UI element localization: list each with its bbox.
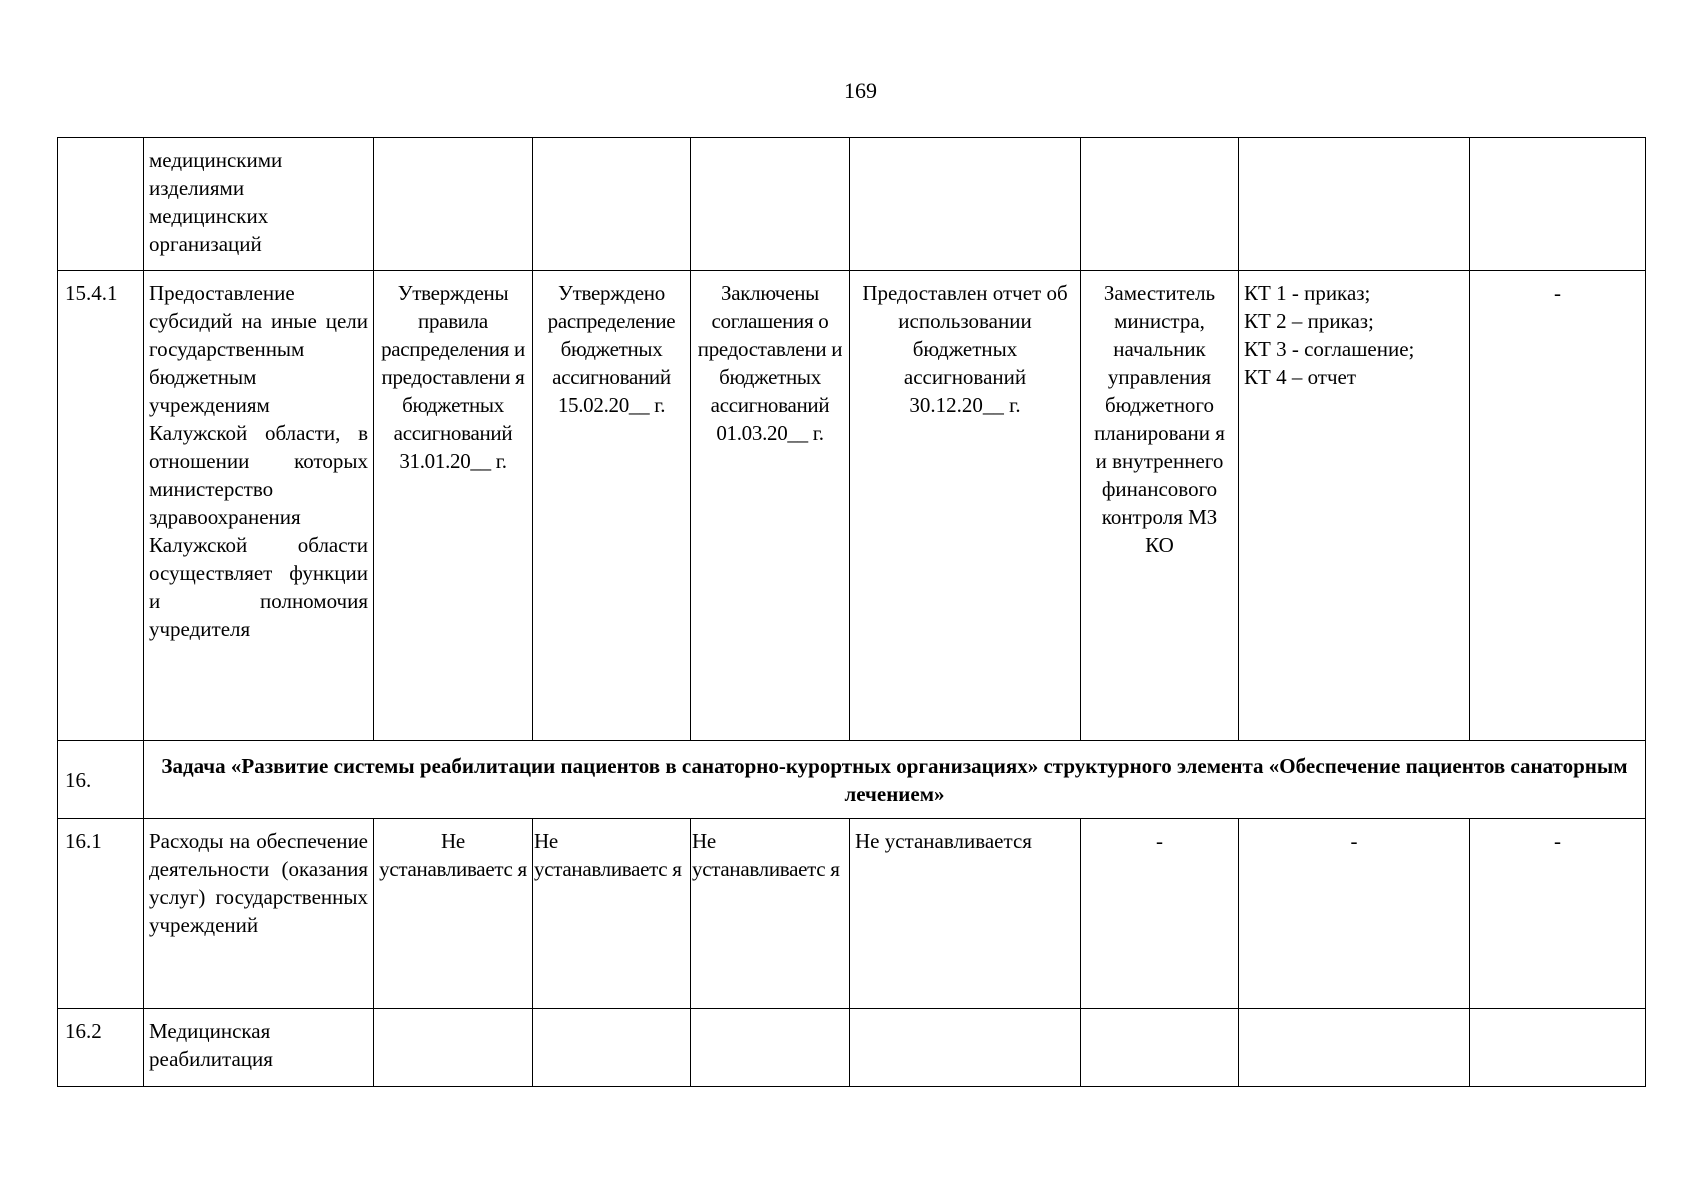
- document-line: КТ 2 – приказ;: [1244, 309, 1374, 333]
- control-point-2-cell: Не устанавливаетс я: [533, 819, 691, 1009]
- document-line: КТ 4 – отчет: [1244, 365, 1357, 389]
- row-number-cell: [58, 138, 144, 271]
- control-point-3-cell: Не устанавливаетс я: [691, 819, 850, 1009]
- documents-cell: [1239, 271, 1470, 741]
- empty-cell: [850, 138, 1081, 271]
- control-point-4-cell: Не устанавливается: [850, 819, 1081, 1009]
- control-point-1-cell: Не устанавливаетс я: [374, 819, 533, 1009]
- table-row-16-2: [58, 1009, 1646, 1087]
- table-row-15-4-1: [58, 271, 1646, 741]
- empty-cell: [533, 138, 691, 271]
- empty-cell: [691, 138, 850, 271]
- empty-cell: [1470, 138, 1646, 271]
- empty-cell: [374, 1009, 533, 1087]
- event-name-cell: Расходы на обеспечение деятельности (оказания услуг) государственных учреждений: [144, 819, 374, 1009]
- empty-cell: [1470, 1009, 1646, 1087]
- table-row-continuation: [58, 138, 1646, 271]
- row-number-cell: 16.: [58, 741, 144, 819]
- responsible-cell: -: [1081, 819, 1239, 1009]
- control-point-3-cell: Заключены соглашения о предоставлени и бюджетных ассигнований 01.03.20__ г.: [691, 271, 850, 741]
- empty-cell: [1081, 138, 1239, 271]
- info-system-cell: -: [1470, 819, 1646, 1009]
- empty-cell: [691, 1009, 850, 1087]
- event-name-cell: Предоставление субсидий на иные цели государственным бюджетным учреждениям Калужской области, в отношении которых министерство здравоохранения Калужской области осуществляет функции и полномочия учредителя: [144, 271, 374, 741]
- empty-cell: [1239, 1009, 1470, 1087]
- table-row-16-1: [58, 819, 1646, 1009]
- event-name-cell: медицинскими изделиями медицинских организаций: [144, 138, 374, 271]
- responsible-cell: Заместитель министра, начальник управления бюджетного планировани я и внутреннего финансового контроля МЗ КО: [1081, 271, 1239, 741]
- documents-cell: -: [1239, 819, 1470, 1009]
- row-number-cell: 15.4.1: [58, 271, 144, 741]
- row-number-cell: 16.2: [58, 1009, 144, 1087]
- document-line: КТ 1 - приказ;: [1244, 281, 1371, 305]
- row-number-cell: 16.1: [58, 819, 144, 1009]
- empty-cell: [374, 138, 533, 271]
- task-heading-cell: Задача «Развитие системы реабилитации пациентов в санаторно-курортных организациях» структурного элемента «Обеспечение пациентов санаторным лечением»: [144, 741, 1646, 819]
- empty-cell: [850, 1009, 1081, 1087]
- table-row-16-task: [58, 741, 1646, 819]
- control-point-2-cell: Утверждено распределение бюджетных ассигнований 15.02.20__ г.: [533, 271, 691, 741]
- document-line: КТ 3 - соглашение;: [1244, 337, 1415, 361]
- control-point-1-cell: Утверждены правила распределения и предоставлени я бюджетных ассигнований 31.01.20__ г.: [374, 271, 533, 741]
- control-point-4-cell: Предоставлен отчет об использовании бюджетных ассигнований 30.12.20__ г.: [850, 271, 1081, 741]
- page-number: 169: [844, 78, 877, 103]
- event-name-cell: Медицинская реабилитация: [144, 1009, 374, 1087]
- empty-cell: [1239, 138, 1470, 271]
- empty-cell: [533, 1009, 691, 1087]
- info-system-cell: -: [1470, 271, 1646, 741]
- control-points-table: [57, 137, 1646, 1087]
- empty-cell: [1081, 1009, 1239, 1087]
